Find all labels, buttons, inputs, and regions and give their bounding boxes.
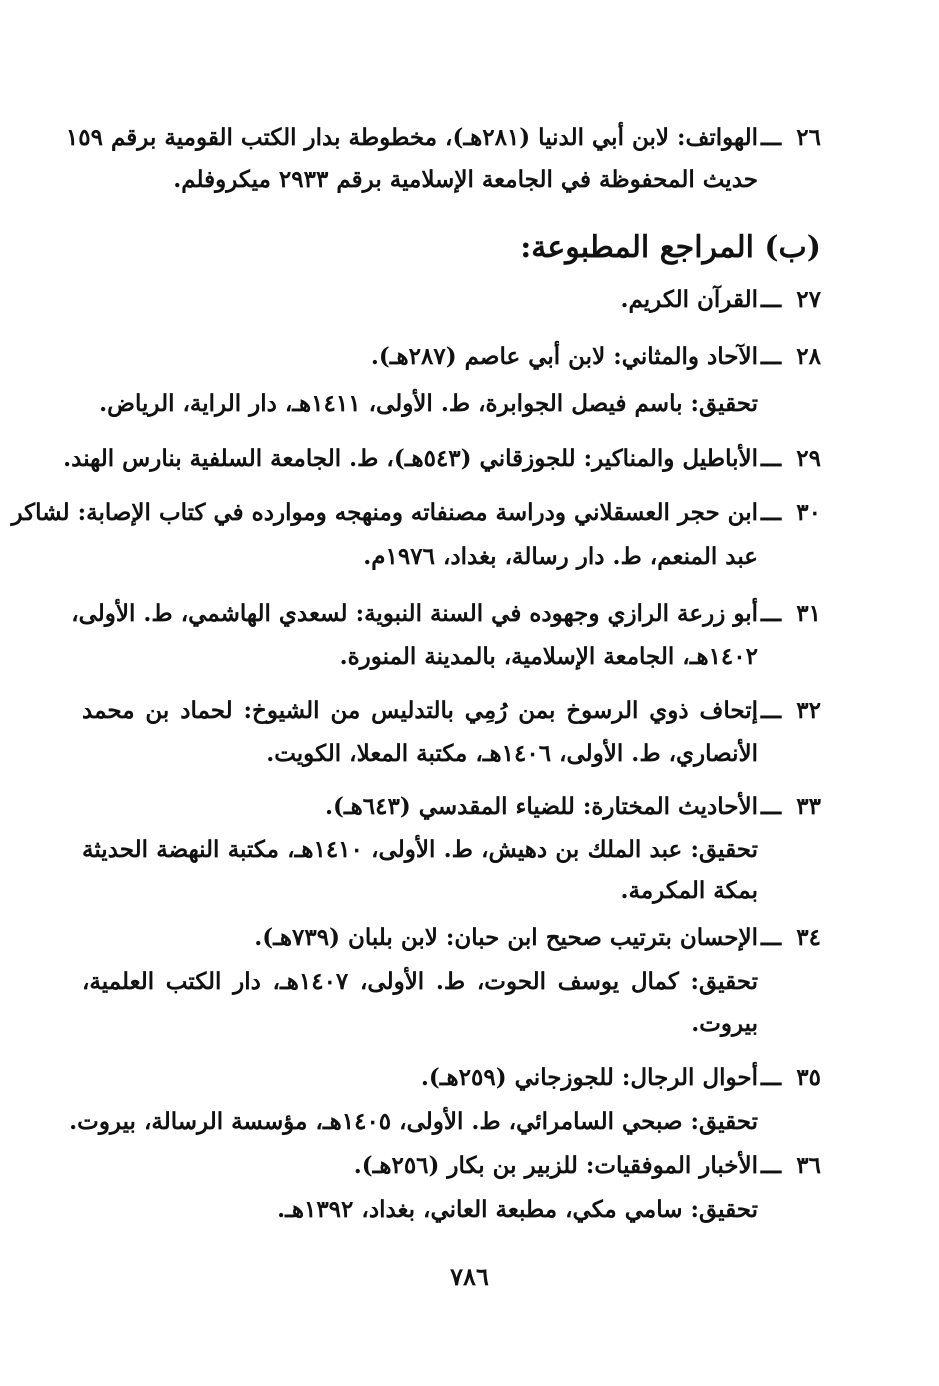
entry-34-line-1 <box>0 918 939 958</box>
entry-33-line-1 <box>0 787 939 827</box>
entry-36-line-2 <box>0 1190 939 1230</box>
entry-number: ٣٤ <box>796 924 821 951</box>
entry-34-line-2 <box>0 962 939 1002</box>
entry-28-line-1 <box>0 337 939 377</box>
entry-number: ٣٠ <box>796 499 821 526</box>
entry-text: حديث المحفوظة في الجامعة الإسلامية برقم ٢٩٣٣ ميكروفلم. <box>173 166 758 193</box>
entry-number: ٣٥ <box>796 1064 821 1091</box>
entry-dash: ـــ <box>760 697 782 724</box>
entry-dash: ـــ <box>760 445 782 472</box>
entry-26-line-2 <box>0 160 939 200</box>
entry-number: ٢٧ <box>796 286 821 313</box>
entry-text: الآحاد والمثاني: لابن أبي عاصم (٢٨٧هـ). <box>370 343 758 370</box>
entry-text: الإحسان بترتيب صحيح ابن حبان: لابن بلبان (٧٣٩هـ). <box>254 924 758 951</box>
entry-text: ١٤٠٢هـ، الجامعة الإسلامية، بالمدينة المنورة. <box>339 643 758 670</box>
entry-dash: ـــ <box>760 343 782 370</box>
entry-dash: ـــ <box>760 1152 782 1179</box>
entry-number: ٢٩ <box>796 445 821 472</box>
entry-text: الأحاديث المختارة: للضياء المقدسي (٦٤٣هـ). <box>324 793 758 820</box>
entry-text: عبد المنعم، ط. دار رسالة، بغداد، ١٩٧٦م. <box>363 543 758 570</box>
entry-dash: ـــ <box>760 924 782 951</box>
entry-30-line-2 <box>0 537 939 577</box>
entry-dash: ـــ <box>760 286 782 313</box>
page-number: ٧٨٦ <box>450 1262 489 1291</box>
entry-34-line-3 <box>0 1004 939 1044</box>
entry-text: تحقيق: كمال يوسف الحوت، ط. الأولى، ١٤٠٧هـ، دار الكتب العلمية، <box>82 968 758 995</box>
entry-32-line-1 <box>0 691 939 731</box>
entry-35-line-2 <box>0 1102 939 1142</box>
entry-dash: ـــ <box>760 600 782 627</box>
section-heading: (ب) المراجع المطبوعة: <box>520 230 821 265</box>
entry-text: أحوال الرجال: للجوزجاني (٢٥٩هـ). <box>420 1064 758 1091</box>
entry-text: بمكة المكرمة. <box>620 877 758 904</box>
entry-text: الأباطيل والمناكير: للجوزقاني (٥٤٣هـ)، ط. الجامعة السلفية بنارس الهند. <box>63 445 758 472</box>
entry-number: ٢٦ <box>796 124 821 151</box>
entry-27-line-1 <box>0 280 939 320</box>
entry-text: الهواتف: لابن أبي الدنيا (٢٨١هـ)، مخطوطة بدار الكتب القومية برقم ١٥٩ <box>65 124 758 151</box>
entry-text: الأنصاري، ط. الأولى، ١٤٠٦هـ، مكتبة المعلا، الكويت. <box>266 740 758 767</box>
entry-number: ٣٦ <box>796 1152 821 1179</box>
entry-number: ٣٢ <box>796 697 821 724</box>
entry-dash: ـــ <box>760 499 782 526</box>
entry-33-line-2 <box>0 830 939 870</box>
entry-number: ٣٣ <box>796 793 821 820</box>
entry-text: تحقيق: سامي مكي، مطبعة العاني، بغداد، ١٣٩٢هـ. <box>277 1196 758 1223</box>
entry-text: أبو زرعة الرازي وجهوده في السنة النبوية: لسعدي الهاشمي، ط. الأولى، <box>71 600 758 627</box>
entry-32-line-2 <box>0 734 939 774</box>
entry-dash: ـــ <box>760 124 782 151</box>
entry-31-line-2 <box>0 637 939 677</box>
entry-33-line-3 <box>0 871 939 911</box>
entry-text: بيروت. <box>691 1010 758 1037</box>
entry-30-line-1 <box>0 493 939 533</box>
entry-29-line-1 <box>0 439 939 479</box>
entry-text: الأخبار الموفقيات: للزبير بن بكار (٢٥٦هـ). <box>353 1152 758 1179</box>
entry-text: تحقيق: باسم فيصل الجوابرة، ط. الأولى، ١٤١١هـ، دار الراية، الرياض. <box>99 390 758 417</box>
entry-text: إتحاف ذوي الرسوخ بمن رُمِي بالتدليس من الشيوخ: لحماد بن محمد <box>82 697 758 724</box>
entry-36-line-1 <box>0 1146 939 1186</box>
entry-28-line-2 <box>0 384 939 424</box>
entry-text: تحقيق: صبحي السامرائي، ط. الأولى، ١٤٠٥هـ، مؤسسة الرسالة، بيروت. <box>69 1108 758 1135</box>
entry-26-line-1 <box>0 118 939 158</box>
entry-31-line-1 <box>0 594 939 634</box>
entry-dash: ـــ <box>760 793 782 820</box>
entry-35-line-1 <box>0 1058 939 1098</box>
entry-number: ٣١ <box>796 600 821 627</box>
entry-text: القرآن الكريم. <box>620 286 758 313</box>
entry-number: ٢٨ <box>796 343 821 370</box>
entry-text: ابن حجر العسقلاني ودراسة مصنفاته ومنهجه وموارده في كتاب الإصابة: لشاكر <box>11 499 758 526</box>
entry-dash: ـــ <box>760 1064 782 1091</box>
entry-text: تحقيق: عبد الملك بن دهيش، ط. الأولى، ١٤١٠هـ، مكتبة النهضة الحديثة <box>82 836 758 863</box>
